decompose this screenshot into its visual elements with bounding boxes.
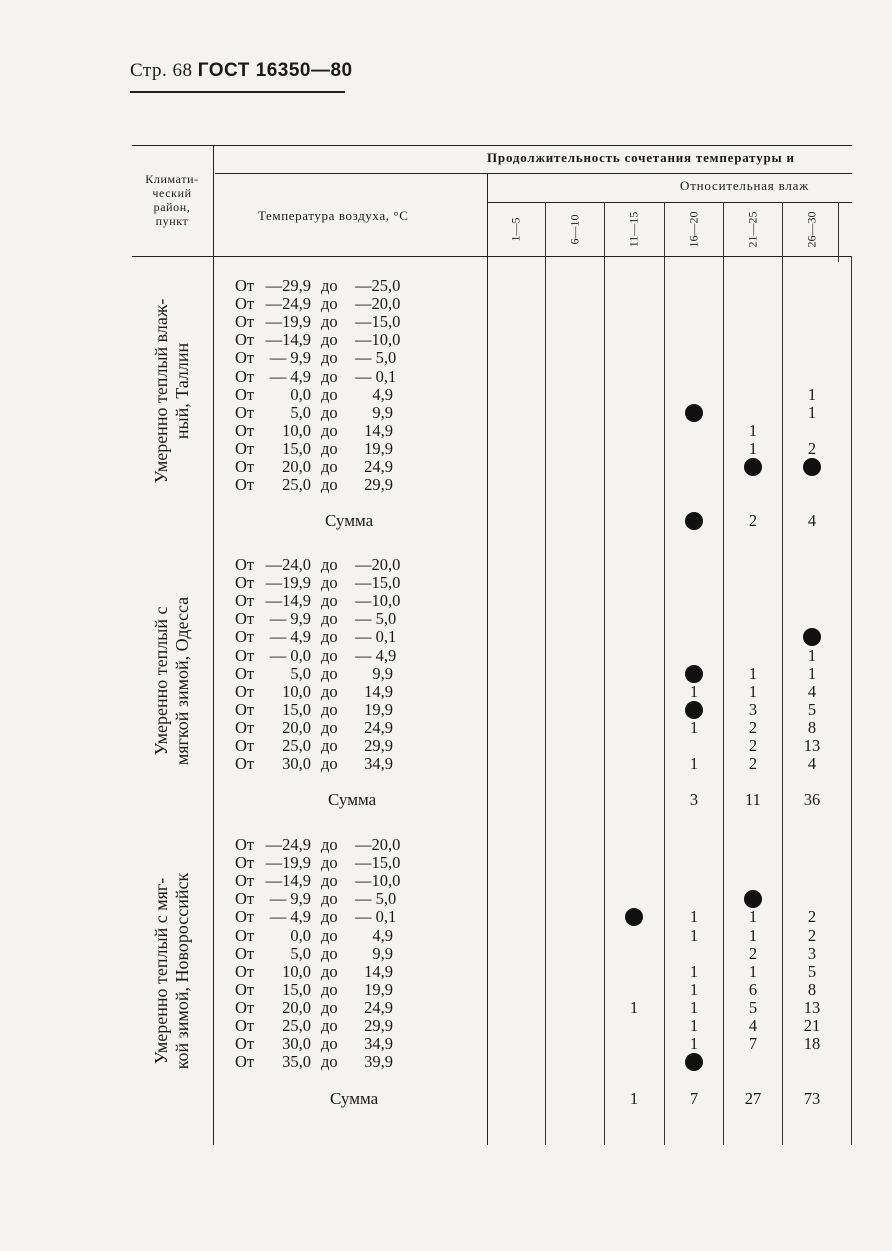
ink-blot-mark <box>685 1053 703 1071</box>
temp-do: до <box>321 717 338 737</box>
duration-cell: 18 <box>803 1034 821 1054</box>
humidity-range-header: 11—15 <box>626 211 641 248</box>
temp-v2: —15,0 <box>355 853 401 873</box>
ink-blot-mark <box>803 628 821 646</box>
sum-label: Сумма <box>328 790 377 809</box>
region-label-line: ный, Таллин <box>172 342 192 440</box>
duration-cell: 2 <box>807 907 817 927</box>
header-rule <box>130 91 345 93</box>
temp-v2: 34,9 <box>364 1034 393 1054</box>
duration-cell: 6 <box>748 979 758 999</box>
temp-v2: 14,9 <box>364 961 393 981</box>
temp-from: От <box>235 420 255 440</box>
col-divider-region <box>213 145 214 1145</box>
header-bottom-rule <box>132 256 852 257</box>
temp-v2: —20,0 <box>355 294 401 314</box>
duration-cell: 2 <box>748 736 758 755</box>
duration-cell: 1 <box>748 420 758 440</box>
humidity-header: Относительная влаж <box>680 178 810 193</box>
temp-v1: 10,0 <box>282 420 311 440</box>
duration-cell: 1 <box>689 907 699 927</box>
page-number: 68 <box>172 60 193 81</box>
temp-from: От <box>235 627 255 647</box>
duration-cell: 1 <box>748 663 758 683</box>
temp-from: От <box>235 366 255 386</box>
duration-cell: 3 <box>748 699 758 719</box>
duration-cell: 1 <box>807 645 817 665</box>
humidity-range-header: 16—20 <box>686 211 701 248</box>
humidity-range-header: 21—25 <box>745 211 760 248</box>
temp-v1: — 9,9 <box>269 889 311 909</box>
temp-from: От <box>235 925 255 945</box>
duration-header: Продолжительность сочетания температуры и <box>487 150 795 165</box>
temp-v2: —20,0 <box>355 555 401 574</box>
temp-from: От <box>235 663 255 683</box>
humidity-range-header: 6—10 <box>567 214 582 245</box>
temp-v2: 9,9 <box>372 943 393 963</box>
temp-v1: 15,0 <box>282 699 311 719</box>
temp-from: От <box>235 330 255 350</box>
region-label-line: Умеренно теплый с мяг- <box>151 877 171 1065</box>
temp-from: От <box>235 736 255 755</box>
temp-v1: 25,0 <box>282 736 311 755</box>
temp-do: до <box>321 736 338 755</box>
temp-do: до <box>321 871 338 891</box>
temp-v1: 5,0 <box>290 402 311 422</box>
temp-v1: 10,0 <box>282 681 311 701</box>
duration-cell: 2 <box>807 438 817 458</box>
temp-v1: 15,0 <box>282 979 311 999</box>
temp-do: до <box>321 979 338 999</box>
duration-cell: 1 <box>748 907 758 927</box>
temp-v2: —10,0 <box>355 591 401 611</box>
temp-v2: 39,9 <box>364 1052 393 1072</box>
temp-do: до <box>321 402 338 422</box>
temp-v1: —19,9 <box>265 573 311 593</box>
temp-do: до <box>321 1034 338 1054</box>
temp-do: до <box>321 348 338 368</box>
region-label <box>151 261 193 521</box>
sum-label: Сумма <box>330 1089 379 1108</box>
col-divider <box>782 202 783 1145</box>
duration-cell: 13 <box>803 997 821 1017</box>
temp-v2: —25,0 <box>355 276 401 295</box>
temp-v2: 29,9 <box>364 475 393 495</box>
duration-cell: 4 <box>748 1016 758 1035</box>
temp-v2: —15,0 <box>355 573 401 593</box>
temp-do: до <box>321 591 338 611</box>
duration-cell: 1 <box>689 681 699 701</box>
temp-v2: 34,9 <box>364 754 393 774</box>
temp-from: От <box>235 681 255 701</box>
region-column-header: Климати- ческий район, пункт <box>145 172 199 228</box>
duration-cell: 5 <box>807 961 817 981</box>
temp-do: до <box>321 663 338 683</box>
temp-v2: 24,9 <box>364 997 393 1017</box>
duration-cell: 5 <box>748 997 758 1017</box>
temp-do: до <box>321 1052 338 1072</box>
temp-v1: 30,0 <box>282 1034 311 1054</box>
region-label <box>151 551 193 811</box>
duration-cell: 8 <box>807 717 817 737</box>
sum-cell: 11 <box>745 790 761 809</box>
humidity-range-header: 26—30 <box>804 211 819 248</box>
ink-blot-mark <box>803 458 821 476</box>
duration-cell: 4 <box>807 681 817 701</box>
temp-from: От <box>235 907 255 927</box>
temp-v2: 19,9 <box>364 438 393 458</box>
temp-v2: 24,9 <box>364 717 393 737</box>
temp-v1: 30,0 <box>282 754 311 774</box>
temp-v1: —24,0 <box>265 555 311 574</box>
region-label <box>151 841 193 1101</box>
region-label-line: мягкой зимой, Одесса <box>172 596 192 766</box>
temp-v2: — 5,0 <box>355 609 397 629</box>
temp-v1: 15,0 <box>282 438 311 458</box>
col-divider <box>723 202 724 1145</box>
duration-cell: 1 <box>748 925 758 945</box>
temp-v1: 10,0 <box>282 961 311 981</box>
temp-from: От <box>235 276 255 295</box>
temp-from: От <box>235 943 255 963</box>
temp-from: От <box>235 871 255 891</box>
temp-v2: 19,9 <box>364 699 393 719</box>
temp-v2: 29,9 <box>364 1016 393 1035</box>
temp-v2: 9,9 <box>372 663 393 683</box>
duration-cell: 1 <box>689 961 699 981</box>
temp-v2: — 0,1 <box>355 366 397 386</box>
duration-cell: 1 <box>689 1016 699 1035</box>
temp-from: От <box>235 1016 255 1035</box>
temp-v2: —10,0 <box>355 330 401 350</box>
temp-from: От <box>235 699 255 719</box>
temp-v1: — 9,9 <box>269 348 311 368</box>
temp-v2: —20,0 <box>355 835 401 854</box>
table-top-rule <box>132 145 852 146</box>
temp-from: От <box>235 573 255 593</box>
temp-from: От <box>235 754 255 774</box>
temp-from: От <box>235 853 255 873</box>
duration-cell: 21 <box>803 1016 821 1035</box>
col-divider <box>545 202 546 1145</box>
region-label-line: Умеренно теплый влаж- <box>151 298 171 484</box>
header-rule-2 <box>487 202 852 203</box>
temp-do: до <box>321 835 338 854</box>
temp-from: От <box>235 717 255 737</box>
temp-v1: 0,0 <box>290 925 311 945</box>
temp-v2: 29,9 <box>364 736 393 755</box>
ink-blot-mark <box>685 701 703 719</box>
sum-cell: 27 <box>744 1089 762 1108</box>
ink-blot-mark <box>685 512 703 530</box>
temp-from: От <box>235 294 255 314</box>
temp-do: до <box>321 420 338 440</box>
temp-v2: 4,9 <box>372 925 393 945</box>
temp-from: От <box>235 889 255 909</box>
duration-cell: 1 <box>689 997 699 1017</box>
region-label-line: кой зимой, Новороссийск <box>172 872 192 1070</box>
temp-do: до <box>321 645 338 665</box>
duration-cell: 13 <box>803 736 821 755</box>
temp-from: От <box>235 438 255 458</box>
duration-cell: 8 <box>807 979 817 999</box>
duration-cell: 1 <box>748 438 758 458</box>
temp-v1: —29,9 <box>265 276 311 295</box>
temp-v1: —19,9 <box>265 853 311 873</box>
temp-do: до <box>321 609 338 629</box>
temp-v2: — 0,1 <box>355 907 397 927</box>
temp-v1: 20,0 <box>282 457 311 476</box>
temp-from: От <box>235 1034 255 1054</box>
humidity-range-header: 1—5 <box>508 217 523 242</box>
sum-cell: 2 <box>748 511 758 530</box>
temp-v1: —24,9 <box>265 294 311 314</box>
temp-do: до <box>321 681 338 701</box>
temp-v2: 14,9 <box>364 420 393 440</box>
temp-v1: — 9,9 <box>269 609 311 629</box>
temp-v2: 24,9 <box>364 457 393 476</box>
temp-v2: —15,0 <box>355 312 401 332</box>
temp-from: От <box>235 961 255 981</box>
temp-v2: 9,9 <box>372 402 393 422</box>
temp-v1: 0,0 <box>290 384 311 404</box>
temp-v1: 25,0 <box>282 1016 311 1035</box>
duration-cell: 1 <box>689 754 699 774</box>
temp-do: до <box>321 330 338 350</box>
page-label: Стр. <box>130 60 168 81</box>
duration-cell: 2 <box>748 943 758 963</box>
duration-cell: 1 <box>807 663 817 683</box>
duration-cell: 1 <box>689 979 699 999</box>
temp-v2: —10,0 <box>355 871 401 891</box>
temp-v1: 20,0 <box>282 997 311 1017</box>
temp-do: до <box>321 312 338 332</box>
temp-from: От <box>235 312 255 332</box>
temp-do: до <box>321 1016 338 1035</box>
temp-v1: —14,9 <box>265 330 311 350</box>
temp-do: до <box>321 853 338 873</box>
temp-v1: 35,0 <box>282 1052 311 1072</box>
duration-cell: 4 <box>807 754 817 774</box>
temp-v2: — 5,0 <box>355 348 397 368</box>
temp-v1: 5,0 <box>290 943 311 963</box>
temp-from: От <box>235 475 255 495</box>
temp-from: От <box>235 979 255 999</box>
col-divider-right <box>851 256 852 1145</box>
temp-v2: — 5,0 <box>355 889 397 909</box>
temp-v1: —24,9 <box>265 835 311 854</box>
sum-cell: 3 <box>689 790 699 809</box>
temp-do: до <box>321 555 338 574</box>
temp-from: От <box>235 645 255 665</box>
duration-cell: 1 <box>629 997 639 1017</box>
ink-blot-mark <box>744 890 762 908</box>
temp-do: до <box>321 475 338 495</box>
col-divider-temp <box>487 173 488 1145</box>
duration-cell: 2 <box>748 754 758 774</box>
temp-do: до <box>321 384 338 404</box>
temp-from: От <box>235 591 255 611</box>
temp-v1: 5,0 <box>290 663 311 683</box>
temp-from: От <box>235 348 255 368</box>
duration-cell: 1 <box>689 717 699 737</box>
temp-from: От <box>235 609 255 629</box>
temp-v2: 19,9 <box>364 979 393 999</box>
temp-v1: —19,9 <box>265 312 311 332</box>
temp-from: От <box>235 555 255 574</box>
temp-do: до <box>321 907 338 927</box>
temp-from: От <box>235 835 255 854</box>
temp-do: до <box>321 627 338 647</box>
sum-label: Сумма <box>325 511 374 530</box>
temp-from: От <box>235 997 255 1017</box>
temp-do: до <box>321 438 338 458</box>
sum-cell: 1 <box>629 1089 639 1108</box>
col-divider <box>604 202 605 1145</box>
temp-v1: — 0,0 <box>269 645 311 665</box>
duration-cell: 2 <box>748 717 758 737</box>
sum-cell: 7 <box>689 1089 699 1108</box>
temp-do: до <box>321 961 338 981</box>
duration-cell: 1 <box>748 681 758 701</box>
temp-v1: — 4,9 <box>269 627 311 647</box>
temp-do: до <box>321 366 338 386</box>
region-label-line: Умеренно теплый с <box>151 606 171 756</box>
temp-do: до <box>321 889 338 909</box>
gost-number: ГОСТ 16350—80 <box>197 60 353 81</box>
col-divider <box>664 202 665 1145</box>
temp-do: до <box>321 573 338 593</box>
duration-cell: 3 <box>807 943 817 963</box>
col-divider <box>838 202 839 262</box>
duration-cell: 5 <box>807 699 817 719</box>
temp-v1: 20,0 <box>282 717 311 737</box>
temp-from: От <box>235 457 255 476</box>
temp-v1: —14,9 <box>265 871 311 891</box>
temp-v1: — 4,9 <box>269 366 311 386</box>
temp-v1: — 4,9 <box>269 907 311 927</box>
sum-cell: 4 <box>807 511 817 530</box>
duration-cell: 1 <box>689 925 699 945</box>
temp-v2: 14,9 <box>364 681 393 701</box>
temp-from: От <box>235 384 255 404</box>
duration-cell: 2 <box>807 925 817 945</box>
page-header <box>130 60 353 82</box>
temp-do: до <box>321 699 338 719</box>
temp-from: От <box>235 402 255 422</box>
header-rule-1 <box>215 173 852 174</box>
temp-do: до <box>321 997 338 1017</box>
sum-cell: 36 <box>803 790 821 809</box>
temp-do: до <box>321 457 338 476</box>
sum-cell: 73 <box>803 1089 821 1108</box>
temp-v1: 25,0 <box>282 475 311 495</box>
temp-do: до <box>321 943 338 963</box>
temp-v2: — 0,1 <box>355 627 397 647</box>
ink-blot-mark <box>744 458 762 476</box>
temp-do: до <box>321 276 338 295</box>
temperature-column-header: Температура воздуха, °С <box>258 208 409 223</box>
duration-cell: 1 <box>807 402 817 422</box>
duration-cell: 7 <box>748 1034 758 1054</box>
temp-do: до <box>321 294 338 314</box>
temp-do: до <box>321 925 338 945</box>
temp-from: От <box>235 1052 255 1072</box>
ink-blot-mark <box>685 404 703 422</box>
temp-v2: — 4,9 <box>355 645 397 665</box>
duration-cell: 1 <box>748 961 758 981</box>
ink-blot-mark <box>625 908 643 926</box>
ink-blot-mark <box>685 665 703 683</box>
temp-v2: 4,9 <box>372 384 393 404</box>
temp-v1: —14,9 <box>265 591 311 611</box>
temp-do: до <box>321 754 338 774</box>
duration-cell: 1 <box>689 1034 699 1054</box>
duration-cell: 1 <box>807 384 817 404</box>
